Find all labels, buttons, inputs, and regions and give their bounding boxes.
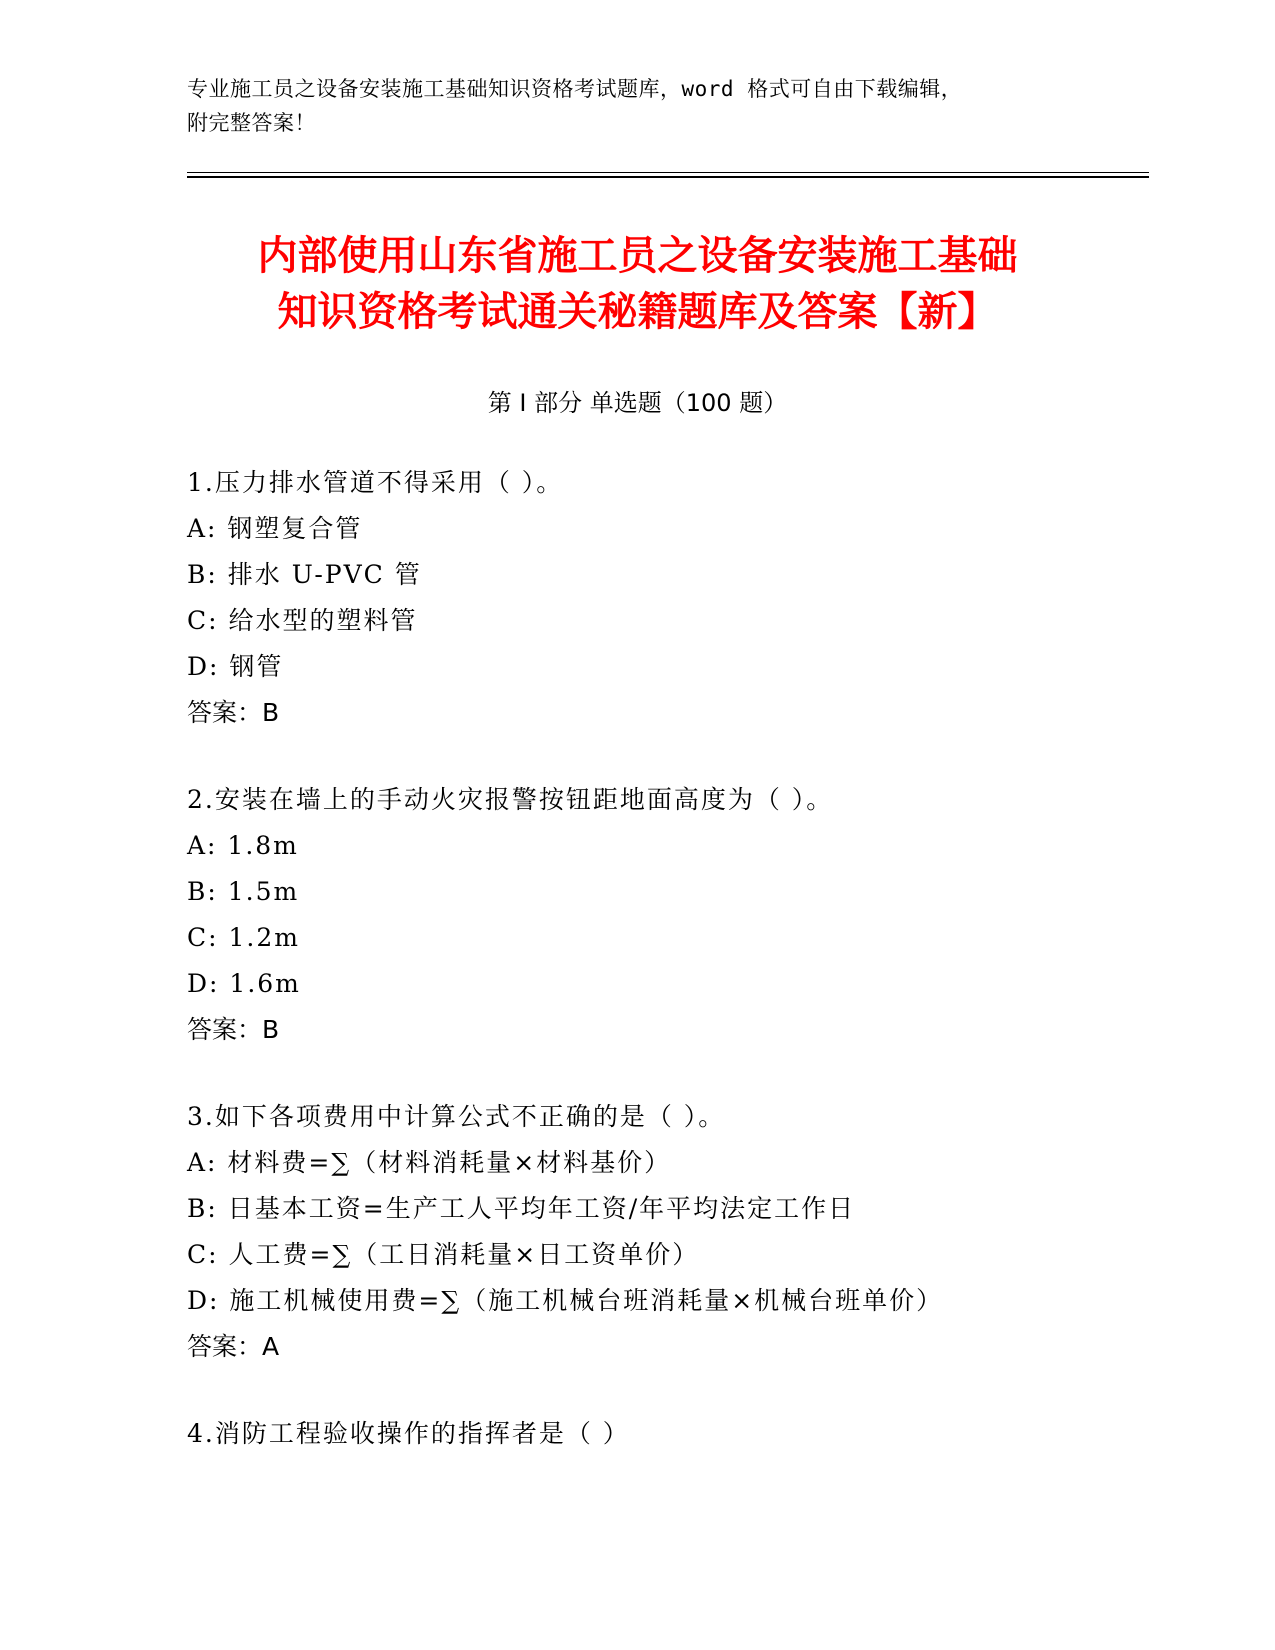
question-4 [187, 1411, 1137, 1457]
header-rule-thick [187, 176, 1149, 178]
answer: 答案：B [187, 698, 280, 727]
option-d: D: 钢管 [187, 652, 284, 681]
option-c: C: 给水型的塑料管 [187, 606, 418, 635]
answer: 答案：A [187, 1332, 280, 1361]
option-a: A: 1.8m [187, 831, 299, 860]
question-stem: 4.消防工程验收操作的指挥者是（ ） [187, 1419, 630, 1448]
option-d: D: 施工机械使用费=∑（施工机械台班消耗量×机械台班单价） [187, 1286, 944, 1315]
option-a: A: 材料费=∑（材料消耗量×材料基价） [187, 1148, 672, 1177]
header-rule-thin [187, 172, 1149, 173]
header-note-line-2: 附完整答案！ [187, 111, 316, 135]
option-b: B: 排水 U-PVC 管 [187, 560, 422, 589]
option-d: D: 1.6m [187, 969, 301, 998]
question-2 [187, 777, 1137, 1053]
question-stem: 3.如下各项费用中计算公式不正确的是（ ）。 [187, 1102, 726, 1131]
section-heading: 第 I 部分 单选题（100 题） [487, 389, 788, 417]
option-c: C: 人工费=∑（工日消耗量×日工资单价） [187, 1240, 700, 1269]
question-stem: 1.压力排水管道不得采用（ ）。 [187, 468, 564, 497]
answer: 答案：B [187, 1015, 280, 1044]
question-1 [187, 460, 1137, 736]
document-title [150, 228, 1125, 340]
document-title-line-1: 内部使用山东省施工员之设备安装施工基础 [257, 233, 1018, 279]
option-b: B: 日基本工资=生产工人平均年工资/年平均法定工作日 [187, 1194, 856, 1223]
option-c: C: 1.2m [187, 923, 300, 952]
document-title-line-2: 知识资格考试通关秘籍题库及答案【新】 [277, 289, 998, 335]
header-note [187, 72, 1087, 140]
header-note-line-1: 专业施工员之设备安装施工基础知识资格考试题库，word 格式可自由下载编辑， [187, 77, 963, 101]
option-b: B: 1.5m [187, 877, 300, 906]
question-stem: 2.安装在墙上的手动火灾报警按钮距地面高度为（ ）。 [187, 785, 834, 814]
question-3 [187, 1094, 1137, 1370]
option-a: A: 钢塑复合管 [187, 514, 363, 543]
